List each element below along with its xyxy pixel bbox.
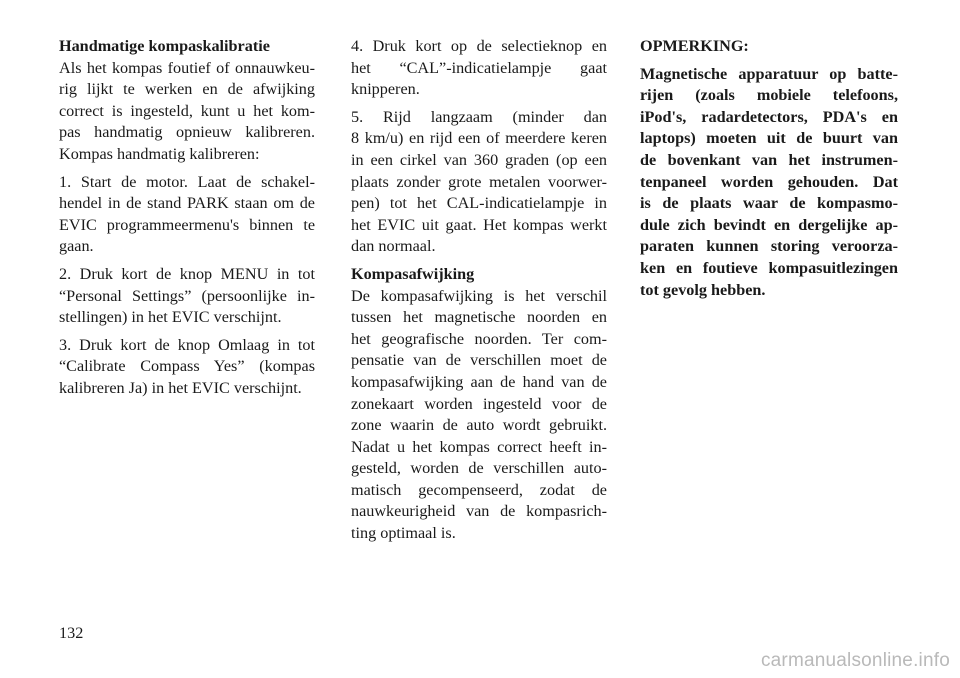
text-line: in een cirkel van 360 graden (op een	[351, 150, 607, 169]
text-line: kalibreren Ja) in het EVIC verschijnt.	[59, 378, 302, 397]
text-line: “Calibrate Compass Yes” (kompas	[59, 357, 315, 376]
text-line: 5. Rijd langzaam (minder dan	[351, 107, 607, 126]
text-line: matisch gecompenseerd, zodat de	[351, 480, 607, 499]
text-line: Nadat u het kompas correct heeft in-	[351, 437, 607, 456]
right-column	[640, 36, 898, 307]
step-5-paragraph	[351, 107, 607, 258]
text-line: 3. Druk kort de knop Omlaag in tot	[59, 335, 315, 354]
text-line: “Personal Settings” (persoonlijke in-	[59, 286, 315, 305]
text-line: De kompasafwijking is het verschil	[351, 286, 607, 305]
text-line: nauwkeurigheid van de kompasrich-	[351, 502, 607, 521]
text-line: EVIC programmeermenu's binnen te	[59, 215, 315, 234]
step-1-paragraph	[59, 172, 315, 258]
middle-column	[351, 36, 607, 551]
text-line: tenpaneel worden gehouden. Dat	[640, 172, 898, 191]
text-line: dan normaal.	[351, 237, 436, 256]
text-line: hendel in de stand PARK staan om de	[59, 194, 315, 213]
text-line: Magnetische apparatuur op batte-	[640, 64, 898, 83]
text-line: pen) tot het CAL-indicatielampje in	[351, 194, 607, 213]
text-line: tot gevolg hebben.	[640, 280, 766, 299]
text-line: het geografische noorden. Ter com-	[351, 329, 607, 348]
watermark: carmanualsonline.info	[760, 650, 950, 671]
text-line: stellingen) in het EVIC verschijnt.	[59, 308, 282, 327]
intro-paragraph	[59, 58, 315, 166]
text-line: 4. Druk kort op de selectieknop en	[351, 37, 607, 55]
step-3-paragraph	[59, 335, 315, 400]
text-line: 2. Druk kort de knop MENU in tot	[59, 264, 315, 283]
text-line: pas handmatig opnieuw kalibreren.	[59, 123, 315, 142]
text-line: dule zich bevindt en dergelijke ap-	[640, 215, 898, 234]
text-line: pensatie van de verschillen moet de	[351, 351, 607, 370]
text-line: tussen het magnetische noorden en	[351, 308, 607, 327]
text-line: knipperen.	[351, 80, 420, 99]
text-line: is de plaats waar de kompasmo-	[640, 194, 898, 213]
text-line: ken en foutieve kompasuitlezingen	[640, 258, 898, 277]
left-column	[59, 36, 315, 406]
text-line: de bovenkant van het instrumen-	[640, 150, 898, 169]
text-line: correct is ingesteld, kunt u het kom-	[59, 101, 315, 120]
text-line: Kompas handmatig kalibreren:	[59, 144, 260, 163]
text-line: zonekaart worden ingesteld voor de	[351, 394, 607, 413]
note-label: OPMERKING:	[640, 37, 749, 55]
text-line: 1. Start de motor. Laat de schakel-	[59, 172, 315, 191]
text-line: Als het kompas foutief of onnauwkeu-	[59, 58, 315, 77]
page-number: 132	[59, 624, 84, 642]
text-line: rijen (zoals mobiele telefoons,	[640, 86, 898, 105]
note-paragraph	[640, 64, 898, 302]
text-line: 8 km/u) en rijd een of meerdere keren	[351, 129, 607, 148]
text-line: iPod's, radardetectors, PDA's en	[640, 107, 898, 126]
text-line: ting optimaal is.	[351, 524, 456, 543]
step-2-paragraph	[59, 264, 315, 329]
text-line: het EVIC uit gaat. Het kompas werkt	[351, 215, 607, 234]
text-line: gaan.	[59, 237, 94, 256]
section-heading-compass-variance: Kompasafwijking	[351, 264, 475, 283]
section-heading-manual-calibration: Handmatige kompaskalibratie	[59, 37, 270, 55]
text-line: kompasafwijking aan de hand van de	[351, 372, 607, 391]
step-4-paragraph	[351, 36, 607, 101]
text-line: het “CAL”-indicatielampje gaat	[351, 58, 607, 77]
text-line: gesteld, worden de verschillen auto-	[351, 459, 607, 478]
text-line: laptops) moeten uit de buurt van	[640, 129, 898, 148]
text-line: paraten kunnen storing veroorza-	[640, 237, 898, 256]
text-line: rig lijkt te werken en de afwijking	[59, 80, 315, 99]
text-line: zone waarin de auto wordt gebruikt.	[351, 416, 607, 435]
variance-paragraph	[351, 286, 607, 545]
text-line: plaats zonder grote metalen voorwer-	[351, 172, 607, 191]
